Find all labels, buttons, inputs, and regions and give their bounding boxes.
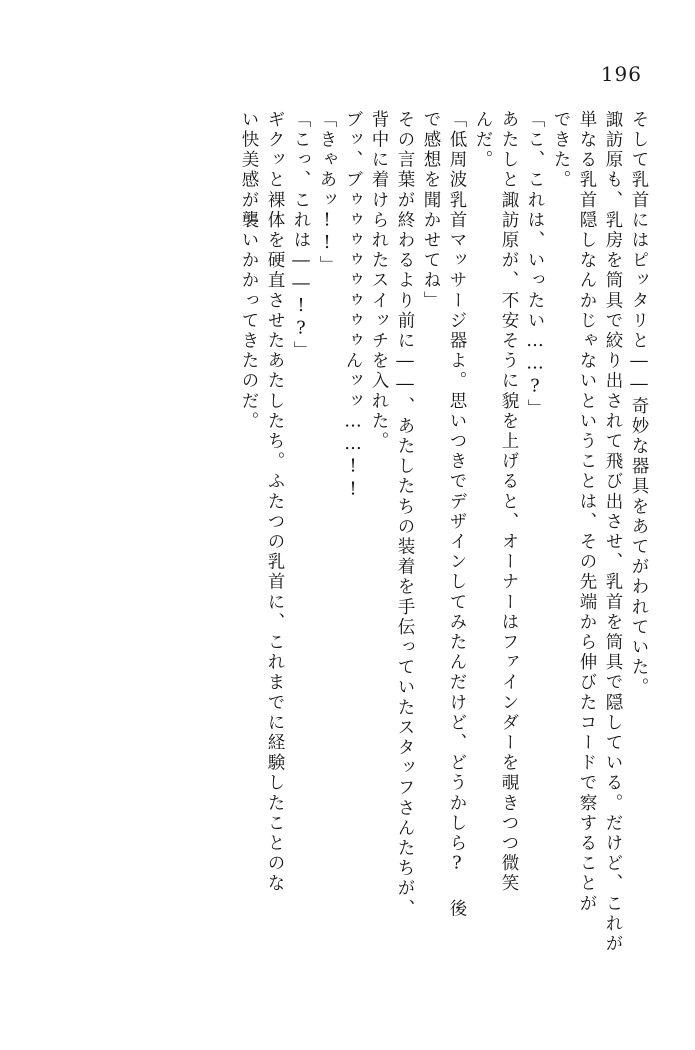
page-text-body — [47, 110, 647, 1010]
text-line: で感想を聞かせてね」 — [421, 110, 441, 311]
text-line: 「きゃあッ!!」 — [317, 110, 337, 276]
text-line: 諏訪原も、乳房を筒具で絞り出されて飛び出させ、乳首を筒具で隠している。だけど、これが — [603, 110, 623, 955]
text-line: 「こ、これは、いったい……?」 — [525, 110, 545, 419]
text-line: 「こっ、これは――!?」 — [291, 110, 311, 362]
text-line: い快美感が襲いかかってきたのだ。 — [239, 110, 259, 432]
text-line: ブッ、ブゥゥゥゥゥゥゥゥんッッ……!! — [343, 110, 363, 502]
text-line: できた。 — [551, 110, 571, 191]
text-line: そして乳首にはピッタリと――奇妙な器具をあてがわれていた。 — [629, 110, 649, 698]
text-line: 「低周波乳首マッサージ器よ。思いつきでデザインしてみたんだけど、どうかしら? 後 — [447, 110, 467, 919]
text-line: あたしと諏訪原が、不安そうに貌を上げると、オーナーはファインダーを覗きつつ微笑 — [499, 110, 519, 894]
page-number: 196 — [600, 62, 642, 86]
text-line: その言葉が終わるより前に――、あたしたちの装着を手伝っていたスタッフさんたちが、 — [395, 110, 415, 919]
text-line: 背中に着けられたスイッチを入れた。 — [369, 110, 389, 452]
text-line: んだ。 — [473, 110, 493, 171]
text-line: 単なる乳首隠しなんかじゃないということは、その先端から伸びたコードで察することが — [577, 110, 597, 914]
text-line: ギクッと裸体を硬直させたあたしたち。ふたつの乳首に、これまでに経験したことのな — [265, 110, 285, 894]
